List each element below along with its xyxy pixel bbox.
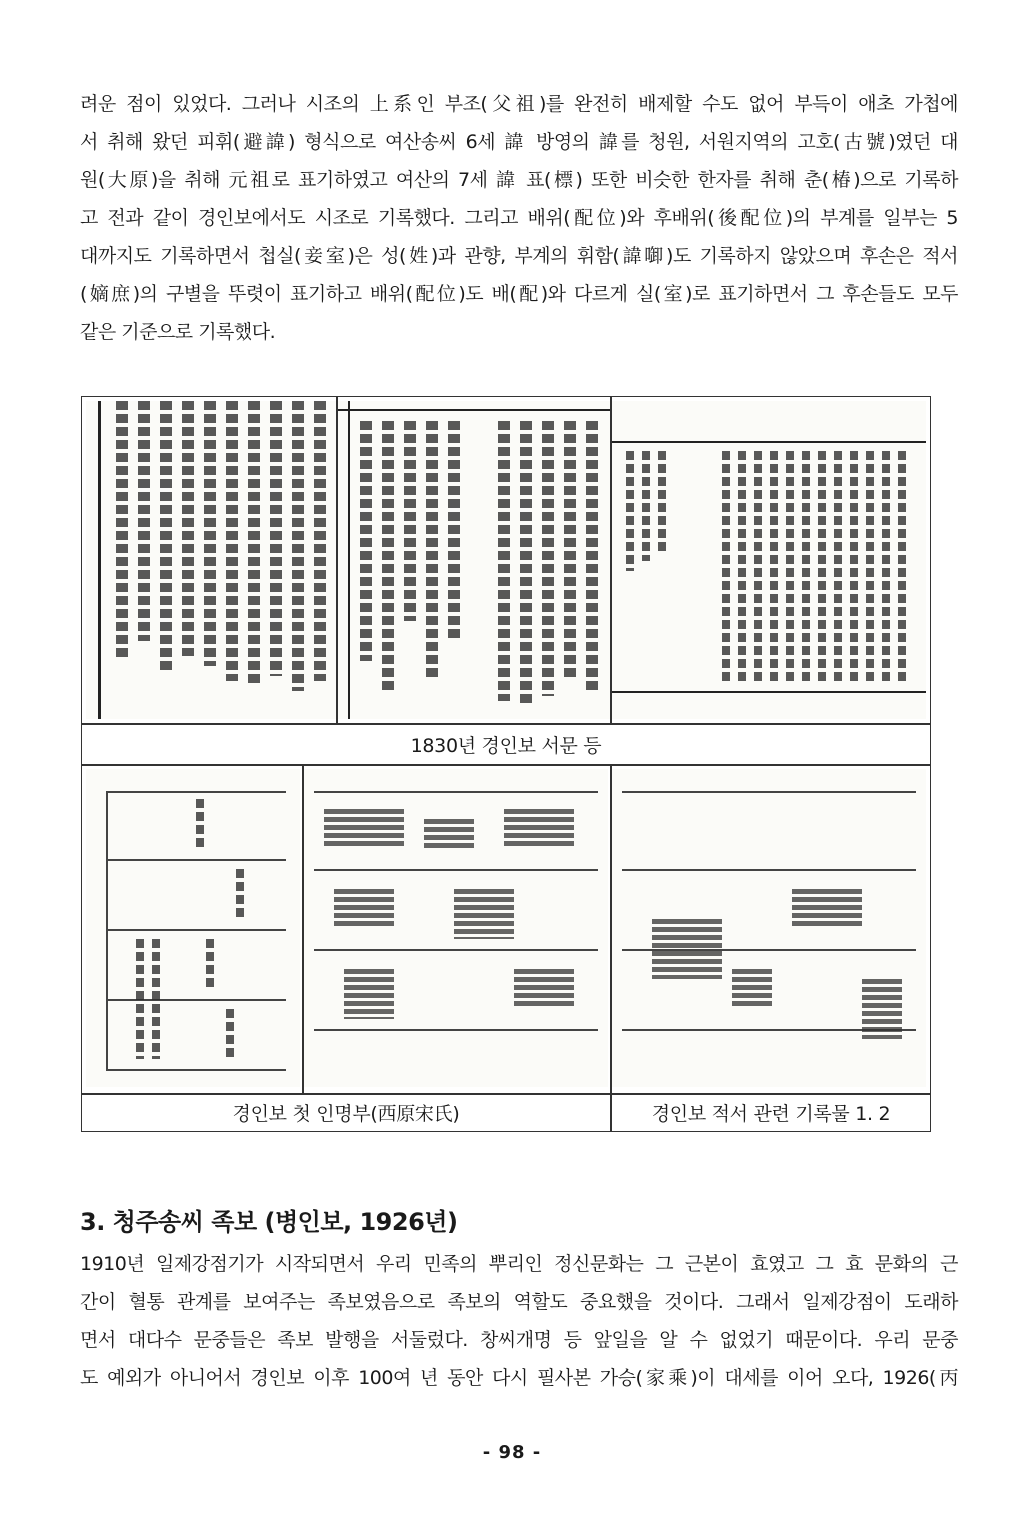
intro-line: (嫡庶)의 구별을 뚜렷이 표기하고 배위(配位)도 배(配)와 다르게 실(室)로 표기하면서 그 후손들도 모두 (80, 283, 958, 305)
scan-preface-1 (86, 401, 336, 719)
section-line: 간이 혈통 관계를 보여주는 족보였음으로 족보의 역할도 중요했을 것이다. 그래서 일제강점이 도래하 (80, 1291, 958, 1313)
section-paragraph (80, 1245, 958, 1397)
figure-table (81, 396, 931, 1132)
intro-line: 고 전과 같이 경인보에서도 시조로 기록했다. 그리고 배위(配位)와 후배위(後配位)의 부계를 일부는 5 (80, 207, 958, 229)
scan-registry-1 (86, 769, 300, 1087)
scan-registry-2 (304, 769, 608, 1087)
caption-record: 경인보 적서 관련 기록물 1. 2 (651, 1103, 891, 1125)
intro-line: 대까지도 기록하면서 첩실(妾室)은 성(姓)과 관향, 부계의 휘함(諱啣)도 기록하지 않았으며 후손은 적서 (80, 245, 958, 267)
caption-preface: 1830년 경인보 서문 등 (410, 734, 602, 757)
scan-preface-3 (612, 401, 926, 719)
intro-line: 원(大原)을 취해 元祖로 표기하였고 여산의 7세 諱 표(標) 또한 비슷한 한자를 취해 춘(椿)으로 기록하 (80, 169, 958, 191)
section-line: 1910년 일제강점기가 시작되면서 우리 민족의 뿌리인 정신문화는 그 근본이 효였고 그 효 문화의 근 (80, 1253, 958, 1275)
intro-line: 같은 기준으로 기록했다. (80, 321, 276, 343)
scan-preface-2 (338, 401, 610, 719)
section-heading: 3. 청주송씨 족보 (병인보, 1926년) (80, 1208, 458, 1236)
scan-record-1 (612, 769, 926, 1087)
section-line: 면서 대다수 문중들은 족보 발행을 서둘렀다. 창씨개명 등 앞일을 알 수 없었기 때문이다. 우리 문중 (80, 1329, 958, 1351)
page-number: - 98 - (482, 1442, 542, 1463)
intro-line: 서 취해 왔던 피휘(避諱) 형식으로 여산송씨 6세 諱 방영의 諱를 청원, 서원지역의 고호(古號)였던 대 (80, 131, 958, 153)
section-line: 도 예외가 아니어서 경인보 이후 100여 년 동안 다시 필사본 가승(家乘)이 대세를 이어 오다, 1926(丙 (80, 1367, 958, 1389)
caption-registry: 경인보 첫 인명부(西原宋氏) (232, 1103, 460, 1125)
intro-paragraph (80, 85, 958, 351)
intro-line: 려운 점이 있었다. 그러나 시조의 上系인 부조(父祖)를 완전히 배제할 수도 없어 부득이 애초 가첩에 (80, 93, 958, 115)
